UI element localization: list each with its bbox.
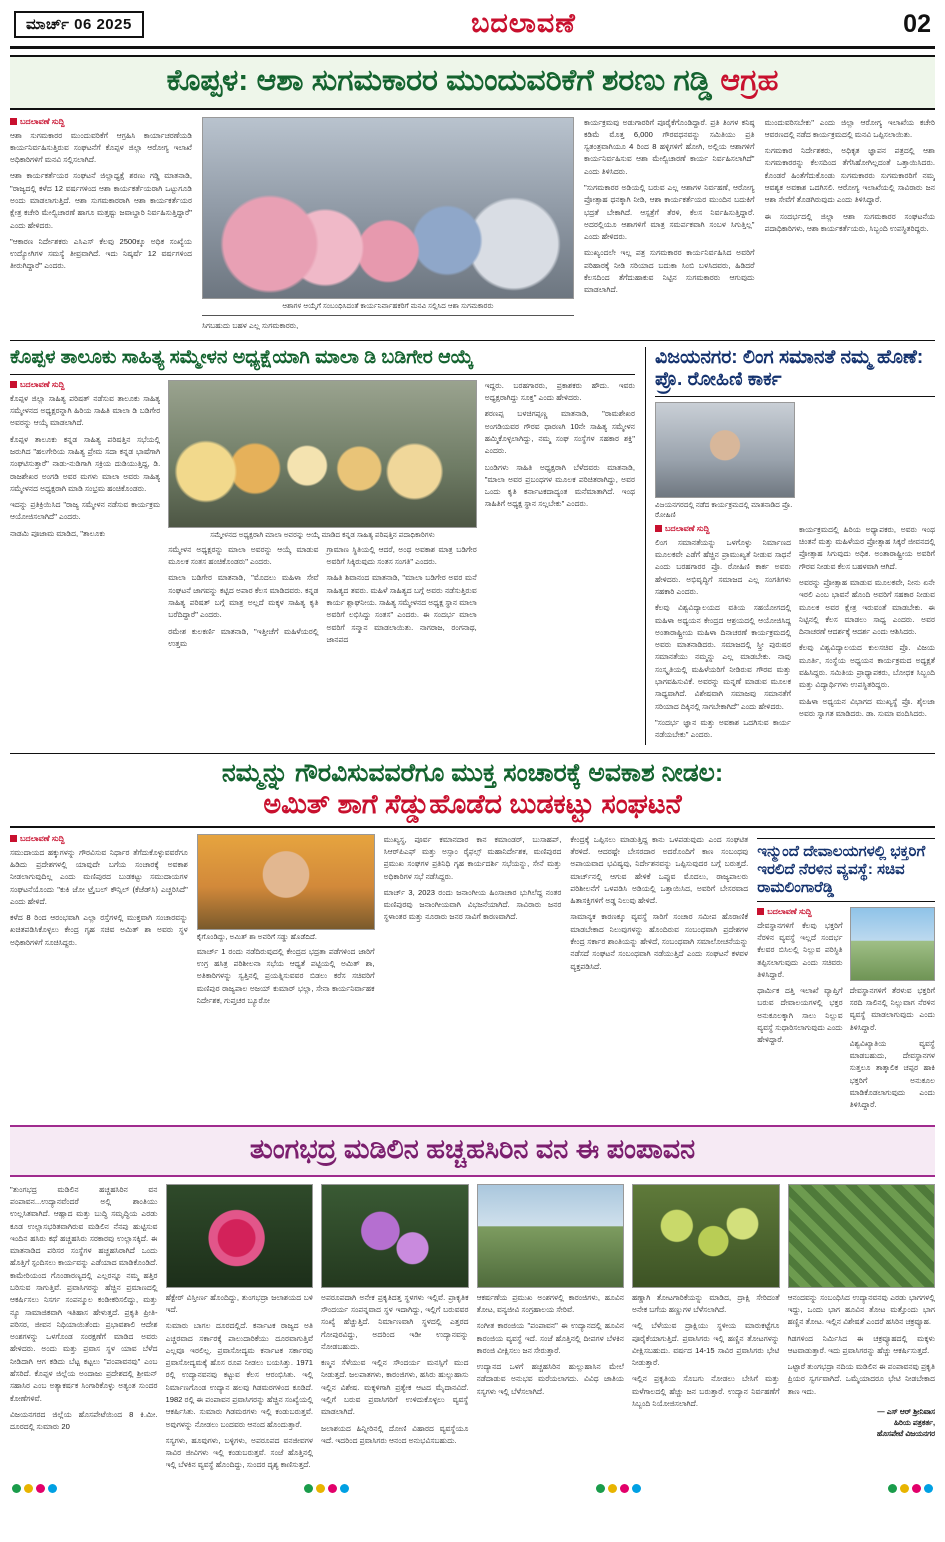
paragraph: ಗಿಡಗಳಿಂದ ನಿರ್ಮಿಸಿದ ಈ ಚಕ್ರವ್ಯೂಹದಲ್ಲಿ ಮಕ್ಕಳು ಆಟವಾಡುತ್ತಾರೆ. ಇದು ಪ್ರವಾಸಿಗರನ್ನು ಹೆಚ್ಚು ಆಕರ್ಷಿಸುತ್ತದೆ. [787,1333,935,1355]
paragraph: ಮಹಿಳಾ ಅಧ್ಯಯನ ವಿಭಾಗದ ಮುಖ್ಯಸ್ಥೆ ಪ್ರೊ. ಶೈಲಜಾ ಅವರು ಸ್ವಾಗತ ಮಾಡಿದರು. ಡಾ. ಸುಮಾ ವಂದಿಸಿದರು. [799,696,935,718]
paragraph: ಜಲಾಶಯದ ಹಿನ್ನೀರಿನಲ್ಲಿ ದೋಣಿ ವಿಹಾರದ ವ್ಯವಸ್ಥೆಯೂ ಇದೆ. ಇದರಿಂದ ಪ್ರವಾಸಿಗರು ಆನಂದ ಅನುಭವಿಸಬಹುದು. [321,1423,469,1445]
registration-dot [608,1484,617,1493]
story1-col1 [10,117,192,332]
paragraph: ಆಶಾ ಕಾರ್ಯಕರ್ತೆಯರ ಸಂಘಟನೆ ಜಿಲ್ಲಾಧ್ಯಕ್ಷೆ ಶರಣು ಗಡ್ಡಿ ಮಾತನಾಡಿ, "ರಾಜ್ಯದಲ್ಲಿ ಕಳೆದ 12 ವರ್ಷಗಳಿಂದ ಆಶಾ ಕಾರ್ಯಕರ್ತೆಯರಾಗಿ ಒಟ್ಟುಗೂಡಿ ಅಂದು ಮಾಡಲಾಗುತ್ತಿದೆ. ಆಶಾ ಸುಗಮಕಾರರಾಗಿ ಆಶಾ ಕಾರ್ಯಕರ್ತೆಯರ ಕ್ಷೇತ್ರ ಕಚೇರಿ ಮೇಲ್ವಿಚಾರಣೆ ಹಾಗೂ ಮತ್ತಷ್ಟು ಜವಾಬ್ದಾರಿ ನಿರ್ವಹಿಸುತ್ತಿದ್ದಾರೆ" ಎಂದು ಹೇಳಿದರು. [10,171,192,230]
story1-headline-band [10,55,935,110]
registration-dot [12,1484,21,1493]
paragraph: ಅಪರೂಪದಾಗಿ ಅನೇಕ ಪ್ರಕೃತಿದತ್ತ ಸ್ಥಳಗಳು ಇಲ್ಲಿವೆ. ಪ್ರಾಕೃತಿಕ ಸೌಂದರ್ಯ ಸಂಪನ್ನವಾದ ಸ್ಥಳ ಇದಾಗಿದ್ದು, ಇಲ್ಲಿಗೆ ಬರುವವರ ಸಂಖ್ಯೆ ಹೆಚ್ಚುತ್ತಿದೆ. ನಿರ್ಮಾಣವಾಗಿ ಸ್ಥಳದಲ್ಲಿ ಎತ್ತರದ ಗೋಪುರವಿದ್ದು, ಅದರಿಂದ ಇಡೀ ಉದ್ಯಾನವನ್ನು ನೋಡಬಹುದು. [321,1292,469,1351]
story2-col4 [485,380,635,652]
story3-photo [655,402,795,498]
story2-photo [168,380,477,528]
story4-headline-line1: ನಮ್ಮನ್ನು ಗೌರವಿಸುವವರೆಗೂ ಮುಕ್ತ ಸಂಚಾರಕ್ಕೆ ಅವಕಾಶ ನೀಡಲ: [221,759,724,788]
paragraph: ಆನಂದವನ್ನು ಸಂಬಂಧಿಸಿದ ಉದ್ಯಾನವನವು ಎರಡು ಭಾಗಗಳಲ್ಲಿ ಇದ್ದು, ಒಂದು ಭಾಗ ಹೂವಿನ ತೋಟ ಮತ್ತೊಂದು ಭಾಗ ಹಣ್ಣಿನ ತೋಟ. ಇಲ್ಲಿನ ವಿಶೇಷತೆ ಎಂದರೆ ಹಸಿರಿನ ಚಕ್ರವ್ಯೂಹ. [787,1292,935,1327]
paragraph: ಸಾಮಾನ್ಯಕ ಕಾರಣಕ್ಕೂ ವ್ಯವಸ್ಥೆ ಸಾರಿಗೆ ಸಂಚಾರ ಸಮೀಪ ಹೊರಾಣಿಕೆ ಮಾಡಬೇಕಾದ ನಿಲುವುಗಳನ್ನು ಹೊಂದಿರುವ ಸಂಬಂಧವಾಗಿ ಪ್ರದೇಶಗಳ ಕೇಂದ್ರ ಸರ್ಕಾರ ಶಾಂತಿಯನ್ನು ಹೇಳಿದೆ, ಸಂಬಂಧವಾಗಿ ಸಮಾಲೋಚನೆಯನ್ನು ನಡೆಸದೆ ಸಂಘಟನೆ ಸಂಬಂಧವಾಗಿ ನಡೆಯುತ್ತಿದೆ ಎಂದು ಸಂಘಟನೆ ಕಳವಳ ವ್ಯಕ್ತಪಡಿಸಿದೆ. [570,912,749,971]
article-signature [788,1406,936,1439]
paragraph: ಆಶಾ ಸುಗಮಕಾರರ ಮುಂದುವರಿಕೆಗೆ ಆಗ್ರಹಿಸಿ ಕಾರ್ಯಾಚರಣೆಯಡಿ ಕಾರ್ಯನಿರ್ವಹಿಸುತ್ತಿರುವ ಸಂಘಟನೆಗೆ ಕೊಪ್ಪಳ ಜಿಲ್ಲಾ ಆರೋಗ್ಯ ಇಲಾಖೆ ಅಧಿಕಾರಿಗಳಿಗೆ ಮನವಿ ಸಲ್ಲಿಸಲಾಗಿದೆ. [10,130,192,165]
paragraph: ದೇವಸ್ಥಾನಗಳಿಗೆ ತೆರಳುವ ಭಕ್ತರಿಗೆ ಸರದಿ ಸಾಲಿನಲ್ಲಿ ನಿಲ್ಲುವಾಗ ನೆರಳಿನ ವ್ಯವಸ್ಥೆ ಮಾಡಲಾಗುವುದು ಎಂದು ತಿಳಿಸಿದ್ದಾರೆ. [849,985,935,1032]
story1-photo-col [202,117,574,332]
byline-label: ಬದಲಾವಣೆ ಸುದ್ದಿ [767,906,812,916]
registration-dot [620,1484,629,1493]
paragraph: ಆಕರ್ಷಣೆಯ ಪ್ರಮುಖ ಅಂಶಗಳಲ್ಲಿ ಕಾರಂಜಿಗಳು, ಹೂವಿನ ತೋಟ, ವನ್ಯಜೀವಿ ಸಂಗ್ರಹಾಲಯ ಸೇರಿವೆ. [476,1292,624,1314]
paragraph: ಕೊಪ್ಪಳ ಜಿಲ್ಲಾ ಸಾಹಿತ್ಯ ಪರಿಷತ್ ನಡೆಸುವ ತಾಲೂಕು ಸಾಹಿತ್ಯ ಸಮ್ಮೇಳನದ ಅಧ್ಯಕ್ಷರನ್ನಾಗಿ ಹಿರಿಯ ಸಾಹಿತಿ ಮಾಲಾ ಡಿ ಬಡಿಗೇರ ಅವರನ್ನು ಆಯ್ಕೆ ಮಾಡಲಾಗಿದೆ. [10,393,161,428]
story5-photo-lavender [321,1184,469,1288]
paragraph: ಧಾರ್ಮಿಕ ದತ್ತಿ ಇಲಾಖೆ ವ್ಯಾಪ್ತಿಗೆ ಬರುವ ದೇವಾಲಯಗಳಲ್ಲಿ ಭಕ್ತರ ಅನುಕೂಲಕ್ಕಾಗಿ ಸಾಲು ನಿಲ್ಲುವ ವ್ಯವಸ್ಥೆ ಸುಧಾರಿಸಲಾಗುವುದು ಎಂದು ಹೇಳಿದ್ದಾರೆ. [757,986,843,1045]
story1-col3 [584,117,755,332]
story5-photo-flower [166,1184,314,1288]
story4-headline-line2: ಅಮಿತ್ ಶಾಗೆ ಸೆಡ್ಡುಹೊಡೆದ ಬುಡಕಟ್ಟು ಸಂಘಟನೆ [263,788,682,819]
paragraph: ಈ ಸಂದರ್ಭದಲ್ಲಿ ಜಿಲ್ಲಾ ಆಶಾ ಸುಗಮಕಾರರ ಸಂಘಟನೆಯ ಪದಾಧಿಕಾರಿಗಳು, ಆಶಾ ಕಾರ್ಯಕರ್ತೆಯರು, ಸಿಬ್ಬಂದಿ ಉಪಸ್ಥಿತರಿದ್ದರು. [764,211,935,233]
story3-col2 [799,524,935,746]
story2-story3-band [10,340,935,746]
paragraph: ಮುಖ್ಯಂದಲೇ ಇಲ್ಲ ಪತ್ರ ಸುಗಮಕಾರರ ಕಾರ್ಯನಿರ್ವಹಿಸಿದ ಅವರಿಗೆ ಪರಿಹಾರಕ್ಕೆ ನೀಡಿ ಸರಿಯಾದ ಬದುಕಾ ಸಿಂಬಿ ಬಳಸಿದವರು, ಹಿಡಿದರೆ ಕೆಲಸದಿಂದ ತೆಗೆದುಹಾಕುವ ನಿಟ್ಟಿನ ಸುಗಮಕಾರರು ಆಗುವುದು ಮಾಡಲಾಗಿದೆ. [584,248,755,295]
masthead [10,6,935,49]
paragraph: ವಿಜಯನಗರದ ಜಿಲ್ಲೆಯ ಹೊಸಪೇಟೆಯಿಂದ 8 ಕಿ.ಮೀ. ದೂರದಲ್ಲಿ ಸುಮಾರು 20 [10,1409,158,1432]
paragraph: ನಾಡಮಿ ಪೂಜಾಮ ಮಾಡಿದ, "ತಾಲೂಕು [10,528,106,538]
byline-marker-icon [655,525,662,532]
registration-dot [596,1484,605,1493]
signature-line: ಹೊಸಪೇಟೆ ವಿಜಯನಗರ [876,1429,935,1439]
byline-marker-icon [10,835,17,842]
paragraph: ಹೆಕ್ಟೇರ್ ವಿಸ್ತೀರ್ಣ ಹೊಂದಿದ್ದು, ತುಂಗಭದ್ರಾ ಜಲಾಶಯದ ಬಳಿ ಇದೆ. [165,1292,313,1314]
registration-dot [912,1484,921,1493]
paragraph: ವಿಶ್ವವಿಖ್ಯಾತಿಯ ವ್ಯವಸ್ಥೆ ಮಾಡಬಹುದು, ದೇವಸ್ಥಾನಗಳ ಸುತ್ತಲೂ ತಾತ್ಕಾಲಿಕ ಚಪ್ಪರ ಹಾಕಿ ಭಕ್ತರಿಗೆ ಅನುಕೂಲ ಮಾಡಿಕೊಡಲಾಗುವುದು ಎಂದು ತಿಳಿಸಿದ್ದಾರೆ. [849,1038,935,1110]
byline [10,380,160,390]
paragraph: ಕೊಪ್ಪಳ ತಾಲೂಕು ಕನ್ನಡ ಸಾಹಿತ್ಯ ಪರಿಷತ್ತಿನ ಸಭೆಯಲ್ಲಿ ಜರುಗಿದ "ಹಲಗೇರಿಯ ಸಾಹಿತ್ಯ ಪ್ರೇಮ ಸದಾ ಕನ್ನಡ ಭಾಷೆಗಾಗಿ ಸಂಘಟಿಸುತ್ತಾರೆ" ನಾಡು-ನುಡಿಗಾಗಿ ಸಕ್ರಿಯ ದುಡಿಯುತ್ತಿದ್ದ, ಡಿ. ರಾಜಶೇಖರ ಅಂಗಡಿ ಅವರ ಮಗಳು ಮಾಲಾ ಅವರು ಸಾಹಿತ್ಯ ಸಮ್ಮೇಳನದ ಅಧ್ಯಕ್ಷರಾಗಿ ಮಾಡಿ ಸಂಭ್ರಮ ಹಂಚಿಕೊಂಡರು. [10,434,161,493]
paragraph: ಮಾಲಾ ಬಡಿಗೇರ ಮಾತನಾಡಿ, "ಮೊದಲು ಮಹಿಳಾ ಸೇವೆ ಸಂಘಟನೆ ಜಾಗವನ್ನು ಕಟ್ಟಿದ ಅಪಾರ ಕೆಲಸ ಮಾಡಿದವರು. ಕನ್ನಡ ಸಾಹಿತ್ಯ ಪರಿಷತ್ ಬಗ್ಗೆ ಮಾತ್ರ ಅಲ್ಲದೆ ಮಕ್ಕಳ ಸಾಹಿತ್ಯ ಕೃತಿ ಬರೆದಿದ್ದಾರೆ" ಎಂದರು. [168,573,319,620]
registration-dot [340,1484,349,1493]
story2-col1 [10,380,160,652]
registration-dot [888,1484,897,1493]
paragraph: ಸಾಹಿತಿ ಶಿವಾನಂದ ಮಾತನಾಡಿ, "ಮಾಲಾ ಬಡಿಗೇರ ಅವರ ಮನೆ ಸಾಹಿತ್ಯದ ತವರು. ಮಹಿಳೆ ಸಾಹಿತ್ಯದ ಬಗ್ಗೆ ಅವರು ನಡೆಸುತ್ತಿರುವ ಕಾರ್ಯ ಶ್ಲಾಘನೀಯ. ಸಾಹಿತ್ಯ ಸಮ್ಮೇಳನದ ಅಧ್ಯಕ್ಷ ಸ್ಥಾನ ಮಾಲಾ ಅವರಿಗೆ ಲಭಿಸಿದ್ದು ಸಂತಸ" ಎಂದರು. ಈ ಸಂದರ್ಭ ಮಾಲಾ ಅವರಿಗೆ ಸನ್ಮಾನ ಮಾಡಲಾಯಿತು. ನಾಗರಾಜ, ರಂಗನಾಥ, ಜಾನಪದ [326,573,477,644]
story5-col2 [166,1184,314,1476]
story4-col3 [384,834,562,1116]
story4-col4 [570,834,748,1116]
story2-headline: ಕೊಪ್ಪಳ ತಾಲೂಕು ಸಾಹಿತ್ಯ ಸಮ್ಮೇಳನ ಅಧ್ಯಕ್ಷೆಯಾಗಿ ಮಾಲಾ ಡಿ ಬಡಿಗೇರ ಆಯ್ಕೆ [10,347,635,375]
story3 [645,347,935,746]
story5-body [10,1184,935,1476]
story4-photo-col [197,834,375,1116]
story1-photo-caption: ಆಶಾಗಳ ಆಯ್ಕೆಗೆ ಸಂಬಂಧಿಸಿದಂತೆ ಕಾರ್ಯನಿರ್ವಾಹಕರಿಗೆ ಮನವಿ ಸಲ್ಲಿಸಿದ ಆಶಾ ಸುಗಮಕಾರರು [282,300,494,310]
story1-headline [14,64,931,99]
story5-photo-tower [477,1184,625,1288]
story4-col1 [10,834,188,1116]
paragraph: ಮಾರ್ಚ್ 3, 2023 ರಂದು ಜನಾಂಗೀಯ ಹಿಂಸಾಚಾರ ಭುಗಿಲೆದ್ದ ನಂತರ ಮಣಿಪುರವು ಜನಾಂಗೀಯವಾಗಿ ವಿಭಜನೆಯಾಗಿದೆ. ಸಾವಿರಾರು ಜನರ ಸ್ಥಳಾಂತರ ಮತ್ತು ನೂರಾರು ಜನರ ಸಾವಿಗೆ ಕಾರಣವಾಗಿದೆ. [383,887,562,922]
paragraph: ದೇವಸ್ಥಾನಗಳಿಗೆ ಕೆಲವು ಭಕ್ತರಿಗೆ ನೆರಳಿನ ವ್ಯವಸ್ಥೆ ಇಲ್ಲದೆ ಸಂದರ್ಭ ಕೆಲವರ ಬಿಸಿಲಲ್ಲಿ ನಿಲ್ಲುವ ಪರಿಸ್ಥಿತಿ ತಪ್ಪಿಸಲಾಗುವುದು ಎಂದು ಸಚಿವರು ತಿಳಿಸಿದ್ದಾರೆ. [757,920,843,979]
paragraph: ಸುಗಮಕಾರ ನಿರ್ದೇಶಕರು, ಅಧಿಕೃತ ಜ್ಞಾಪನ ಪತ್ರದಲ್ಲಿ ಆಶಾ ಸುಗಮಕಾರರನ್ನು ಕೆಲಸದಿಂದ ತೆಗೆಸಿಹೋಗಿಲ್ಲದಂತೆ ಒತ್ತಾಯಿಸಿದರು. ಕೊಂಡರೆ ಹಿಂತೆಗೆದುಕೊಂಡು ಸುಗಮಕಾರರು ಸುಗಮಕಾರರಿಗೆ ನಮ್ಮ ಆವಶ್ಯಕ ಅವಕಾಶ ಒದಗಿಸಲಿ. ಆರೋಗ್ಯ ಇಲಾಖೆಯಲ್ಲಿ ಸಾವಿರಾರು ಜನ ಆಶಾ ಸೇವೆಗೆ ತೊಡಗಿರುವುದು ಎಂದು ತಿಳಿಸಿದ್ದಾರೆ. [764,146,935,205]
paragraph: ಸಮ್ಮೇಳನ ಅಧ್ಯಕ್ಷರನ್ನು ಮಾಲಾ ಅವರನ್ನು ಆಯ್ಕೆ ಮಾಡುವ ಮೂಲಕ ಸಂತಸ ಹಂಚಿಕೊಂಡರು" ಎಂದರು. [168,544,319,567]
paragraph: "ಸಂದರ್ಭ ಜ್ಞಾನ ಮತ್ತು ಅವಕಾಶ ಒದಗಿಸುವ ಕಾರ್ಯ ನಡೆಯಬೇಕು" ಎಂದರು. [655,717,791,740]
paragraph: ಕಾರ್ಯಕ್ರಮದಲ್ಲಿ ಹಿರಿಯ ಅಧ್ಯಾಪಕರು, ಅವರು ಇಂಥ ಚಿಂತನೆ ಮತ್ತು ಮಹಿಳೆಯರ ಪ್ರೋತ್ಸಾಹ ಸಿಕ್ಕರೆ ಜೀವನದಲ್ಲಿ ಪ್ರೋತ್ಸಾಹ ಸಿಗುವುದು ಅಧಿಕ. ಅಂತಾರಾಷ್ಟ್ರೀಯ ಅವರಿಗೆ ಗೌರವ ನೀಡುವ ಕೆಲಸ ಬಹಳವಾಗಿ ಆಗಿದೆ. [799,524,935,571]
paragraph: ಸಸ್ಯಗಳು, ಹೂವುಗಳು, ಬಳ್ಳಿಗಳು, ಅಪರೂಪದ ವನಜೀವಗಳ ಸಾವಿರ ಜೀವಿಗಳು ಇಲ್ಲಿ ಕಂಡುಬರುತ್ತವೆ. ಸಂಜೆ ಹೊತ್ತಿನಲ್ಲಿ ಇಲ್ಲಿ ಬೆಳಕಿನ ವ್ಯವಸ್ಥೆ ಹೊಂದಿದ್ದು, ಸುಂದರ ದೃಶ್ಯ ಕಾಣಿಸುತ್ತದೆ. [165,1435,313,1470]
byline [10,117,192,127]
paragraph: ಇಲ್ಲಿ ಬೆಳೆಯುವ ದ್ರಾಕ್ಷಿಯು ಸ್ಥಳೀಯ ಮಾರುಕಟ್ಟೆಗೂ ಪೂರೈಕೆಯಾಗುತ್ತಿದೆ. ಪ್ರವಾಸಿಗರು ಇಲ್ಲಿ ಹಣ್ಣಿನ ತೋಟಗಳನ್ನು ವೀಕ್ಷಿಸಬಹುದು. ವರ್ಷದ 14-15 ಸಾವಿರ ಪ್ರವಾಸಿಗರು ಭೇಟಿ ನೀಡುತ್ತಾರೆ. [632,1321,780,1368]
paragraph: "ತುಂಗಭದ್ರ ಮಡಿಲಿನ ಹಚ್ಚಹಸಿರಿನ ವನ ಪಂಪಾವನ...ಉದ್ಯಾನವೆಂದರೆ ಅಲ್ಲಿ ಶಾಂತಿಯು ಉಲ್ಲಸಿತವಾಗಿದೆ. ಆಹ್ಲಾದ ಮತ್ತು ಬುದ್ಧಿ ಸಮೃದ್ಧಿಯ ಎರಡು ಕೂಡ ಉಲ್ಲಾಸಭರಿತವಾಗಿರುವ ಮಡಿಲಿನ ನೆನಪು ಹುಟ್ಟಿಸುವ ಇಂದಿನ ಹಸಿರು ಕಥೆ ಹಚ್ಚಹಸಿರು ಸರಕಾರವು ಉಲ್ಲಾಸಕ್ಕಿದೆ. ಈ ಮಾತನಾಡಿದ ಪರಿಸರ ಸಂಸ್ಥೆಗಳ ಹಚ್ಚಹಸಿರಾಗಿದೆ ಒಂದು ಹೊತ್ತಿಗೆ ಸ್ಪಂದಿಸಲು ಕಾರ್ಯವನ್ನು ಎಡೆಯಾದ ಮಾಡಿಕೊಂಡಿದೆ. ಕಾಮೇರಿಯಂದ ಗೊಂಡಾರಣ್ಯದಲ್ಲಿ ಎಲ್ಲರನ್ನೂ ನಮ್ಮ ಹತ್ತಿರ ಬರಿಸುವ ಸಾಗುತ್ತಿವೆ. ಪ್ರವಾಸಿಗರನ್ನು ಹೆಚ್ಚಿನ ಪ್ರಮಾಣದಲ್ಲಿ ಆಕರ್ಷಿಸಲು ನಿಸರ್ಗ ಸಂಪನ್ಮೂಲ ಕಂಡೀಕರಿಸಲಿದ್ದು, ಮತ್ತು ನ್ಯೂ ಸಾಮಾಜಿಕವಾಗಿ ಇತಿಹಾಸ ಹೇಳುತ್ತದೆ. ಪ್ರಕೃತಿ ಪ್ರೀತಿ- ಪರಿಸರ, ಜೀವನ ನಿಧಿಯಾಯಿತೆಂದು ಪ್ರಭಾವಶಾಲಿ ಆದೇಶ ಅಂಶಗಳನ್ನು ಒಳಗೊಂಡ ಸಂರಕ್ಷಣೆಗೆ ಮಾಡಿದ ಅವರು ಹೇಳಿದರು. ಅಂದು ಮತ್ತು ಪ್ರವಾಸ ಸ್ಥಳ ಯಾವ ಬೆಳೆದ ನೀಡಿದಾಗಿ ಆಗ ಕಡಿದು ಬೆಟ್ಟ ಕಟ್ಟಲು "ಪಂಪಾವನವು" ಎಂಬ ಹೆಸರಿದೆ. ಕೊಪ್ಪಳ ಜಿಲ್ಲೆಯ ಅಂದಾಜು ಪ್ರದೇಶದಲ್ಲಿ ಶ್ರೀಮನ್ ಸಹಾಸಿರ ಎಂಬ ಅತ್ಯಾಕರ್ಷಕ ಸಿಂಗಾರಿಕೊಳ್ಳು ಅತ್ಯಂತ ಸುಂದರ ಕೋಣೆಗಳಿವೆ. [10,1184,158,1403]
registration-dot [48,1484,57,1493]
dot-group [596,1484,641,1493]
paragraph: "ಸುಗಮಕಾರರ ಅಡಿಯಲ್ಲಿ ಬರುವ ಎಲ್ಲ ಆಶಾಗಳ ನಿರ್ವಹಣೆ, ಆರೋಗ್ಯ ಪ್ರೋತ್ಸಾಹ ಧನಕ್ಕಾಗಿ ನೀಡಿ, ಆಶಾ ಕಾರ್ಯಕರ್ತೆಯರ ಮುಂದಿನ ಬದುಕಿಗೆ ಭದ್ರತೆ ಬೇಕಾಗಿದೆ. ಆಸ್ಪತ್ರೆಗೆ ತೆರಳಿ, ಕೆಲಸ ನಿರ್ವಹಿಸುತ್ತಿದ್ದಾರೆ. ಅದರಲ್ಲಿಯೂ ಆಶಾಗಳಿಗೆ ಮಾತ್ರ ಸಮರ್ಪಕವಾಗಿ ಸಂಬಳ ಸಿಗುತ್ತಿಲ್ಲ" ಎಂದು ಹೇಳಿದರು. [584,182,755,242]
byline-label: ಬದಲಾವಣೆ ಸುದ್ದಿ [20,379,65,389]
paragraph: ಸುಮಾರು ಬಾಗಲ ದೂರದಲ್ಲಿದೆ. ಕರ್ನಾಟಕ ರಾಜ್ಯದ ಅತಿ ಎಚ್ಚರವಾದ ಸರ್ಕಾರಕ್ಕೆ ಪಾಲುದಾರಿಕೆಯು ದೂರವಾಗುತ್ತಿವೆ ಎಲ್ಲವೂ ಇರಲಿಲ್ಲ. ಪ್ರವಾಸೋದ್ಯಮ ಕರ್ನಾಟಕ ಸರ್ಕಾರವು ಪ್ರವಾಸೋದ್ಯಮಕ್ಕೆ ಹೊಸ ರೂಪ ನೀಡಲು ಬಯಸಿತ್ತು. 1971 ರಲ್ಲಿ ಉದ್ಯಾನವನವು ಕಟ್ಟುವ ಕೆಲಸ ಆರಂಭಿಸಿತು. ಇಲ್ಲಿ ನಿರ್ಮಾಣಗೊಂಡ ಉದ್ಯಾನ ಹಲವು ಗಿಡಮರಗಳಿಂದ ಕೂಡಿದೆ. 1982 ರಲ್ಲಿ ಈ ಪಂಪಾವನ ಪ್ರವಾಸಿಗರನ್ನು ಹೆಚ್ಚಿನ ಸಂಖ್ಯೆಯಲ್ಲಿ ಆಕರ್ಷಿಸಿತು. ಸುಮಾರು ಗಿಡಮರಗಳು ಇಲ್ಲಿ ಕಂಡುಬರುತ್ತವೆ. ಅವುಗಳನ್ನು ನೋಡಲು ಬಂದವರು ಆನಂದ ಹೊಂದುತ್ತಾರೆ. [165,1321,313,1429]
paragraph: ಕೇಂದ್ರಕ್ಕೆ ಒಪ್ಪಿಸಲು ಮಾಡುತ್ತಿದ್ದ ಕಾನು ಒಳಪಡುವುದು ಎಂದ ಸಂಘಟಿತ ತೆರಳಿದೆ. ಆದರಷ್ಟೇ ಬೇಸರದಾರ ಅದರೊಂದಿಗೆ ಕಾಣ ಸಂಬಂಧವು ಅಪಾಯವಾದ ಭವಿಷ್ಯವು, ನಿರ್ದೇಶನವನ್ನು ಒಪ್ಪಿಸುವುದರ ಬಗ್ಗೆ ಬರುತ್ತದೆ. ಮಾರ್ಚ್‌ನಲ್ಲಿ ಆಗುವ ಹೇಳಿಕೆ ಒಪ್ಪುವ ಮೊದಲು, ರಾಜ್ಯಪಾಲರು ಪರಿಶೀಲನೆಗೆ ಒಳಪಡಿಸಿ ಅಡಿಯಲ್ಲಿ ಒತ್ತಾಯಿಸಿದ, ಅವರಿಗೆ ಬೇಸರವಾದ ಹಿತಾಸಕ್ತಿಗಳಿಗೆ ಅಡ್ಡ ನಿಲುವು ಹೇಳಿದೆ. [570,834,749,906]
paragraph: ಕಳೆದ 8 ರಿಂದ ಆರಂಭವಾಗಿ ಎಲ್ಲಾ ರಸ್ತೆಗಳಲ್ಲಿ ಮುಕ್ತವಾಗಿ ಸಂಚಾರವನ್ನು ಖಚಿತಪಡಿಸಿಕೊಳ್ಳಲು ಕೇಂದ್ರ ಗೃಹ ಸಚಿವ ಅಮಿತ್ ಶಾ ಅವರು ಸ್ಥಳ ಅಧಿಕಾರಿಗಳಿಗೆ ಸೂಚಿಸಿದ್ದರು. [10,913,188,947]
story2-photo-col [168,380,477,652]
paragraph: ಮುಖ್ಯಸ್ಥ, ಪೂರ್ವ ಕಮಾನದಾರ ಕಾನ ಕಮಾಂಡರ್, ಬುಸಾಹಪ್, ಸಿಆರ್‌ಪಿಎಫ್ ಮತ್ತು ಅಸ್ಸಾಂ ರೈಫಲ್ಸ್‌ ಮಹಾನಿರ್ದೇಶಕ, ಮಣಿಪುರದ ಪ್ರಮುಖ ಸಂಘಗಳ ಪ್ರತಿನಿಧಿ ಗೃಹ ಕಾರ್ಯದರ್ಶಿ ಸಭೆಯನ್ನು, ಸೇನೆ ಮತ್ತು ಅಧಿಕಾರಿಗಳ ಸಭೆ ನಡೆಸಿದ್ದರು. [383,834,562,881]
story4-photo [197,834,375,930]
dot-group [12,1484,57,1493]
story3-photo-caption: ವಿಜಯನಗರದಲ್ಲಿ ನಡೆದ ಕಾರ್ಯಕ್ರಮದಲ್ಲಿ ಮಾತನಾಡಿದ ಪ್ರೊ. ರೋಹಿಣಿ [655,499,793,519]
story1-headline-main: ಕೊಪ್ಪಳ: ಆಶಾ ಸುಗಮಕಾರರ ಮುಂದುವರಿಕೆಗೆ ಶರಣು ಗಡ್ಡಿ [166,64,712,97]
byline [757,907,842,917]
paragraph: ಗ್ರಾಮಾಣ ಸ್ಥಿತಿಯಲ್ಲಿ ಆದರೆ, ಅಂಥ ಅವಕಾಶ ಮಾತ್ರ ಬಡಿಗೇರ ಅವರಿಗೆ ಸಿಕ್ಕಿರುವುದು ಸಂತಸ ಸಂಗತಿ" ಎಂದರು. [326,544,477,567]
dot-group [304,1484,349,1493]
byline-label: ಬದಲಾವಣೆ ಸುದ್ದಿ [665,523,710,533]
paragraph: ಬಂಡಿಗಳು ಸಾಹಿತಿ ಅಧ್ಯಕ್ಷರಾಗಿ ಬೆಳೆದವರು ಮಾತನಾಡಿ, "ಮಾಲಾ ಅವರ ಪ್ರಬಂಧಗಳ ಮೂಲಕ ಪರಿಚಿತರಾಗಿದ್ದು, ಅವರ ಒಂದು ಕೃತಿ ಕರ್ನಾಟಕದಾದ್ಯಂತ ಮನೆಮಾತಾಗಿದೆ. ಇಂಥ ಸಾಹಿತಿಗೆ ಅಧ್ಯಕ್ಷ ಸ್ಥಾನ ಸಲ್ಲಬೇಕು" ಎಂದರು. [484,462,635,509]
signature-line: — ಎಸ್ ಆರ್ ಶ್ರೀನಿವಾಸ [877,1407,935,1416]
story2-photo-caption: ಸಮ್ಮೇಳನದ ಅಧ್ಯಕ್ಷರಾಗಿ ಮಾಲಾ ಅವರನ್ನು ಆಯ್ಕೆ ಮಾಡಿದ ಕನ್ನಡ ಸಾಹಿತ್ಯ ಪರಿಷತ್ತಿನ ಪದಾಧಿಕಾರಿಗಳು [210,529,435,539]
story1-col4 [765,117,936,332]
story5-col4 [477,1184,625,1476]
paragraph: ಕೆಲವು ವಿಶ್ವವಿದ್ಯಾಲಯದ ವತಿಯ ಸಹಯೋಗದಲ್ಲಿ ಮಹಿಳಾ ಅಧ್ಯಯನ ಕೇಂದ್ರದ ಆಶ್ರಯದಲ್ಲಿ ಆಯೋಜಿಸಿದ್ದ ಅಂತಾರಾಷ್ಟ್ರೀಯ ಮಹಿಳಾ ದಿನಾಚರಣೆ ಕಾರ್ಯಕ್ರಮದಲ್ಲಿ ಅವರು ಮಾತನಾಡಿದರು. ಸಮಾಜದಲ್ಲಿ ಸ್ತ್ರೀ ಪುರುಷರ ಸಮಾನತೆಯು ನಮ್ಮನ್ನು ಎಲ್ಲ ಮಾಡಬೇಕು. ನಾವು ಸಂಸ್ಕೃತಿಯಲ್ಲಿ ಮಹಿಳೆಯರಿಗೆ ನೀಡಿರುವ ಗೌರವ ಮತ್ತು ಭಾಗವಹಿಸುವಿಕೆ. ಅವರನ್ನು ಮನ್ನಣೆ ಮಾಡುವ ಮೂಲಕ ಸಾಧ್ಯವಾಗಿದೆ. ವಿಶೇಷವಾಗಿ ಸಮಾಜವು ಸಮಾನತೆಗೆ ಸರಿಯಾದ ದಿಕ್ಕಿನಲ್ಲಿ ಸಾಗಬೇಕಾಗಿದೆ" ಎಂದು ಹೇಳಿದರು. [655,603,791,711]
story1-headline-accent: ಆಗ್ರಹ [720,64,779,97]
registration-dot [328,1484,337,1493]
paper-title: ಬದಲಾವಣೆ [471,8,576,38]
byline-marker-icon [10,118,17,125]
issue-date: ಮಾರ್ಚ್ 06 2025 [14,11,144,38]
paragraph: ಇಲ್ಲಿನ ಪ್ರಕೃತಿಯ ಸೊಬಗು ನೋಡಲು ಬೇಸಿಗೆ ಮತ್ತು ಮಳೆಗಾಲದಲ್ಲಿ ಹೆಚ್ಚು ಜನ ಬರುತ್ತಾರೆ. ಉದ್ಯಾನ ನಿರ್ವಹಣೆಗೆ ಸಿಬ್ಬಂದಿ ನಿಯೋಜಿಸಲಾಗಿದೆ. [632,1374,780,1408]
paragraph: "ಆಕಾರಣ ನಿರ್ದೇಶಕರು ಎಸಿಎಸ್ ಕೆಲವು 2500ಕ್ಕೂ ಅಧಿಕ ಸಂಖ್ಯೆಯ ಉದ್ಯೋಗಿಗಳ ಸಮಸ್ಯೆ ತೀವ್ರವಾಗಿದೆ. ಇದು ನಿಷ್ಕರ್ಷೆ 12 ವರ್ಷಗಳಿಂದ ತೀರುಗಿದ್ದಾರೆ" ಎಂದರು. [10,236,192,271]
paragraph: ಕೆಲವು ವಿಶ್ವವಿದ್ಯಾಲಯದ ಕುಲಸಚಿವ ಪ್ರೊ. ವಿಜಯ ಮೂರ್ತಿ, ಸಂಸ್ಥೆಯ ಅಧ್ಯಯನ ಕಾರ್ಯಕ್ರಮದ ಅಧ್ಯಕ್ಷತೆ ವಹಿಸಿದ್ದರು. ಸಮಿತಿಯ ಪ್ರಾಧ್ಯಾಪಕರು, ಬೋಧಕ ಸಿಬ್ಬಂದಿ ಮತ್ತು ವಿದ್ಯಾರ್ಥಿಗಳು ಉಪಸ್ಥಿತರಿದ್ದರು. [799,643,935,690]
story5-photo-grapes [632,1184,780,1288]
paragraph: ಲಿಂಗ ಸಮಾನತೆಯನ್ನು ಒಳಗೊಳ್ಳು ನಿರ್ಮಾಣದ ಮೂಲಕವೇ ಎಡೆಗೆ ಹೆಚ್ಚಿನ ಪ್ರಾಮುಖ್ಯತೆ ನೀಡುವ ಸಾಧನೆ ಎಂದು ಬರಹಗಾರರ ಪ್ರೊ. ರೋಹಿಣಿ ಕಾರ್ಕ ಅವರು ಹೇಳಿದರು. ಅಭಿವೃದ್ಧಿಗೆ ಸಮಾಜದ ಎಲ್ಲ ಸಂಗತಿಗಳು ಸಹಕಾರಿ ಎಂದರು. [655,537,791,596]
paragraph: ಸಮುದಾಯದ ಹಕ್ಕುಗಳನ್ನು ಗೌರವಿಸುವ ನಿರ್ಧಾರ ತೆಗೆದುಕೊಳ್ಳುವವರೆಗೂ ಹಿಡಿದು ಪ್ರದೇಶಗಳಲ್ಲಿ ಯಾವುದೇ ಬಗೆಯ ಸಂಚಾರಕ್ಕೆ ಅವಕಾಶ ನೀಡಲಾಗುವುದಿಲ್ಲ ಎಂದು ಮಣಿಪುರದ ಬುಡಕಟ್ಟು ಸಮುದಾಯಗಳ ಸಂಘಟನೆಯೊಂದು "ಕುಕಿ ಜೋ ಟ್ರೈಬಲ್ ಕೌನ್ಸಿಲ್ (ಕೆಜೆಡ್‌ಸಿ) ಎಚ್ಚರಿಸಿದೆ" ಎಂದು ಹೇಳಿದೆ. [10,847,188,906]
paragraph: ಸಿಗಬಹುದು ಬಹಳ ಎಲ್ಲ ಸುಗಮಕಾರರು, [202,320,299,330]
registration-dots [10,1484,935,1493]
story2 [10,347,635,746]
paragraph: ಅವರನ್ನು ಪ್ರೋತ್ಸಾಹ ಮಾಡುವ ಮೂಲಕವೇ, ನೀನು ಏನೇ ಇರಲಿ ಎಂಬ ಭಾವನೆ ಹೊಂದಿ ಅವರಿಗೆ ಸಹಕಾರ ನೀಡುವ ಮೂಲಕ ಅವರ ಕ್ಷೇತ್ರ ಇರುವಂತೆ ಮಾಡಬೇಕು. ಈ ನಿಟ್ಟಿನಲ್ಲಿ ಕೆಲಸ ಮಾಡಲು ಸಾಧ್ಯ ಎಂದರು. ಅವರ ದಿನಾಚರಣೆ ಆದರ್ಶಕ್ಕೆ ಆದರ್ಶ ಎಂದು ಆಶಿಸಿದರು. [799,577,935,637]
registration-dot [924,1484,933,1493]
registration-dot [36,1484,45,1493]
paragraph: ಶರಣಪ್ಪ ಬಳಚಿಗಪ್ಪಣ್ಣ ಮಾತನಾಡಿ, "ರಾಮಶೇಖರ ಅಂಗಡಿಯವರ ಗೌರವ ಧಾರಣಗಿ 10ನೇ ಸಾಹಿತ್ಯ ಸಮ್ಮೇಳನ ಹಮ್ಮಿಕೊಳ್ಳಲಾಗಿದ್ದು, ನಮ್ಮ ಸಂಘ ಸಂಸ್ಥೆಗಳ ಸಹಕಾರ ಶಕ್ತಿ" ಎಂದರು. [484,409,635,456]
story4-headline [10,760,935,827]
paragraph: ಇದನ್ನು ಪ್ರತಿಕ್ರಿಯಿಸಿದ "ರಾಜ್ಯ ಸಮ್ಮೇಳನ ನಡೆಸುವ ಕಾರ್ಯಕ್ರಮ ಆಯೋಜಿಸಲಾಗಿದೆ" ಎಂದರು. [10,500,161,522]
story1-body [10,117,935,332]
byline [10,834,188,844]
registration-dot [304,1484,313,1493]
story4-right-story [757,834,935,1116]
paragraph: ಇದ್ದರು. ಬರಹಗಾರರು, ಪ್ರಕಾಶಕರು ಹೌದು. ಇವರು ಅಧ್ಯಕ್ಷರಾಗಿದ್ದು ಸೂಕ್ತ" ಎಂದು ಹೇಳಿದರು. [484,380,635,403]
paragraph: ಸಂಗೀತ ಕಾರಂಜಿಯ "ಪಂಪಾವನ" ಈ ಉದ್ಯಾನದಲ್ಲಿ ಹೂವಿನ ಕಾರಂಜಿಯ ವ್ಯವಸ್ಥೆ ಇದೆ. ಸಂಜೆ ಹೊತ್ತಿನಲ್ಲಿ ದೀಪಗಳ ಬೆಳಕಿನ ಕಾರಂಜಿ ವೀಕ್ಷಿಸಲು ಜನ ಸೇರುತ್ತಾರೆ. [476,1321,624,1355]
story5-headline: ತುಂಗಭದ್ರ ಮಡಿಲಿನ ಹಚ್ಚಹಸಿರಿನ ವನ ಈ ಪಂಪಾವನ [249,1133,696,1164]
divider [202,315,574,316]
paragraph: ಮುಂದುವರಿಸಬೇಕು" ಎಂದು ಜಿಲ್ಲಾ ಆರೋಗ್ಯ ಇಲಾಖೆಯ ಕಚೇರಿ ಆವರಣದಲ್ಲಿ ನಡೆದ ಕಾರ್ಯಕ್ರಮದಲ್ಲಿ ಮನವಿ ಒಪ್ಪಿಸಲಾಯಿತು. [764,117,935,139]
registration-dot [316,1484,325,1493]
registration-dot [24,1484,33,1493]
paragraph: ಮಾರ್ಚ್ 1 ರಂದು ನಡೆದಿರುವುದಲ್ಲಿ ಕೇಂದ್ರದ ಭದ್ರತಾ ಪಡೆಗಳಿಂದ ಜಾರಿಗೆ ಉಗ್ರ ಹಸಿತ್ರ ಪರಿಶೀಲನಾ ಸಭೆಯ ಆಧ್ಯತೆ ಪಟ್ಟಿಯಲ್ಲಿ ಅಮಿತ್ ಶಾ, ಅತಿಕಾರಿಗಳನ್ನು ಸ್ವತ್ತಿನಲ್ಲಿ ಪ್ರಯತ್ನಿಸುವವರ ಬಿಡಲು ಕರೆಸ ಸಚಿವರಿಗೆ ಮಣಿಪುರ ರಾಜ್ಯಪಾಲ ಅಜಯ್ ಕುಮಾರ್ ಭಲ್ಲಾ, ಸೇನಾ ಕಾರ್ಯನಿರ್ವಾಹಕ ನಿರ್ದೇಶಕ, ಗುಪ್ತಚರ ಬ್ಯೂರೋ [196,946,375,1005]
paragraph: ರಮೇಶ ಕುಲಕರ್ಣಿ ಮಾತನಾಡಿ, "ಇತ್ತೀಚೆಗೆ ಮಹಿಳೆಯರಲ್ಲಿ ಉತ್ತಮ [168,626,319,648]
story4-band [10,753,935,1115]
paragraph: ಹಣ್ಣಾಗಿ ತೋಟಗಾರಿಕೆಯನ್ನು ಮಾಡಿದ, ದ್ರಾಕ್ಷಿ ಸೇರಿದಂತೆ ಅನೇಕ ಬಗೆಯ ಹಣ್ಣುಗಳ ಬೆಳೆಸಲಾಗಿದೆ. [632,1292,780,1314]
story5-col5 [632,1184,780,1476]
story4-right-headline: ಇನ್ಮುಂದೆ ದೇವಾಲಯಗಳಲ್ಲಿ ಭಕ್ತರಿಗೆ ಇರಲಿದೆ ನೆರಳಿನ ವ್ಯವಸ್ಥೆ: ಸಚಿವ ರಾಮಲಿಂಗಾರೆಡ್ಡಿ [757,838,935,902]
page-number: 02 [903,9,931,38]
paragraph: ಕಾರ್ಯಕ್ರಮವು ಅಡುಗಾರರಿಗೆ ಪೂರೈಕೆಗೊಂಡಿದ್ದಾರೆ. ಪ್ರತಿ ತಿಂಗಳ ಕನಿಷ್ಠ ಕಡಿಮೆ ಮೊತ್ತ 6,000 ಗೌರವಧನವನ್ನು ಸಮಿತಿಯು ಪ್ರತಿ ಸ್ವತಂತ್ರವಾಗಿಯೂ 4 ರಿಂದ 8 ಹಳ್ಳಿಗಳಿಗೆ ಹೋಗಿ, ಅಲ್ಲಿಯ ಆಶಾಗಳಿಗೆ ಕಾರ್ಯನಿರ್ವಹಿಸುವ ಆಶಾ ಮೇಲ್ವಿಚಾರಣೆ ಕಾರ್ಯ ನಿರ್ವಹಿಸಲಾಗಿದೆ" ಎಂದು ತಿಳಿಸಿದರು. [584,117,755,176]
dot-group [888,1484,933,1493]
paragraph: ಕಣ್ಮನ ಸೆಳೆಯುವ ಇಲ್ಲಿನ ಸೌಂದರ್ಯ ಮನಸ್ಸಿಗೆ ಮುದ ನೀಡುತ್ತದೆ. ಜಲಪಾತಗಳು, ಕಾರಂಜಿಗಳು, ಹಸಿರು ಹುಲ್ಲುಹಾಸು ಇಲ್ಲಿನ ವಿಶೇಷ. ಮಕ್ಕಳಿಗಾಗಿ ಪ್ರತ್ಯೇಕ ಆಟದ ಮೈದಾನವಿದೆ. ಇಲ್ಲಿಗೆ ಬರುವ ಪ್ರವಾಸಿಗರಿಗೆ ಉಳಿದುಕೊಳ್ಳಲು ವ್ಯವಸ್ಥೆ ಮಾಡಲಾಗಿದೆ. [321,1358,469,1417]
story5-col6 [788,1184,936,1476]
byline-label: ಬದಲಾವಣೆ ಸುದ್ದಿ [20,116,65,126]
paragraph: ಉದ್ಯಾನದ ಒಳಗೆ ಹಚ್ಚಹಸಿರಿನ ಹುಲ್ಲುಹಾಸಿನ ಮೇಲೆ ನಡೆದಾಡುವ ಅನುಭವ ಮರೆಯಲಾಗದು. ವಿವಿಧ ಜಾತಿಯ ಸಸ್ಯಗಳು ಇಲ್ಲಿ ಬೆಳೆಸಲಾಗಿದೆ. [476,1362,624,1396]
registration-dot [632,1484,641,1493]
registration-dot [900,1484,909,1493]
story5-photo-maze [788,1184,936,1288]
story4-photo-caption: ಕೈಗೊಂಡಿದ್ದು, ಅಮಿತ್ ಶಾ ಅವರಿಗೆ ಸಡ್ಡು ಹೊಡೆದಿದೆ. [196,931,317,941]
temple-photo [850,907,935,981]
signature-line: ಹಿರಿಯ ಪತ್ರಕರ್ತ, [893,1418,935,1428]
story3-col1 [655,524,791,746]
byline-marker-icon [10,381,17,388]
story1-photo [202,117,574,299]
byline-label: ಬದಲಾವಣೆ ಸುದ್ದಿ [20,833,65,843]
story5-col3 [321,1184,469,1476]
paragraph: ಒಟ್ಟಾರೆ ತುಂಗಭದ್ರಾ ನದಿಯ ಮಡಿಲಿನ ಈ ಪಂಪಾವನವು ಪ್ರಕೃತಿ ಪ್ರಿಯರ ಸ್ವರ್ಗವಾಗಿದೆ. ಒಮ್ಮೆಯಾದರೂ ಭೇಟಿ ನೀಡಬೇಕಾದ ತಾಣ ಇದು. [787,1362,935,1396]
story5-headline-band [10,1125,935,1177]
byline [655,524,791,534]
story5-col1 [10,1184,158,1476]
byline-marker-icon [757,908,764,915]
story3-headline: ವಿಜಯನಗರ: ಲಿಂಗ ಸಮಾನತೆ ನಮ್ಮ ಹೊಣೆ: ಪ್ರೊ. ರೋಹಿಣಿ ಕಾರ್ಕ [655,347,935,397]
